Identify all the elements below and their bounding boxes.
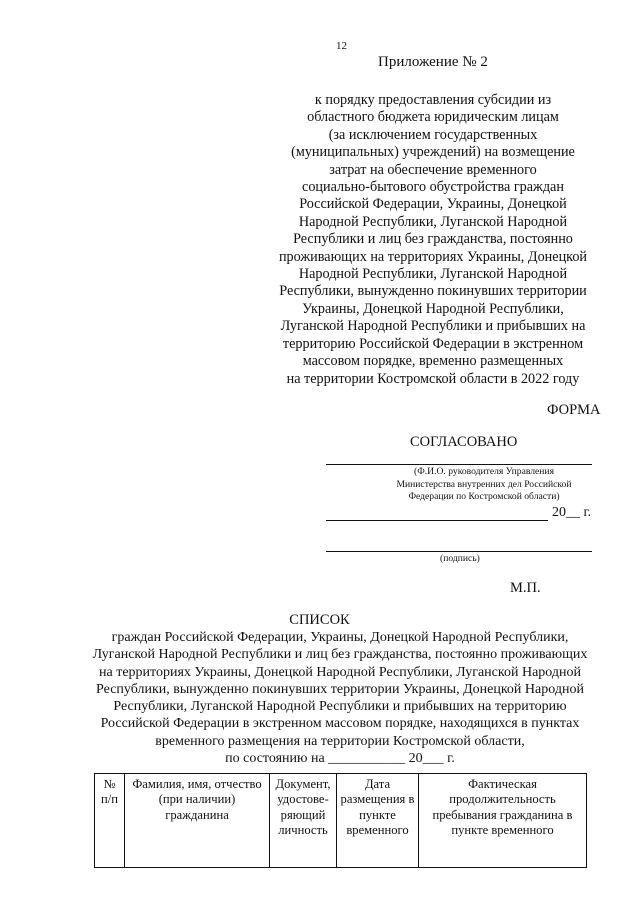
- caption-line: (Ф.И.О. руководителя Управления: [414, 466, 554, 477]
- head-name-line: [326, 464, 592, 465]
- appendix-line: территорию Российской Федерации в экстренном: [282, 335, 584, 352]
- signature-caption: (подпись): [440, 553, 480, 564]
- records-table: [94, 773, 587, 868]
- appendix-line: Республики, вынужденно покинувших территории: [279, 283, 587, 300]
- column-header-stay-duration: Фактическая продолжительность пребывания гражданина в пункте временного: [419, 774, 587, 868]
- column-header-placement-date: Дата размещения в пункте временного: [337, 774, 419, 868]
- appendix-line: затрат на обеспечение временного: [329, 161, 537, 178]
- appendix-line: социально-бытового обустройства граждан: [302, 179, 564, 196]
- head-name-caption: [360, 466, 608, 504]
- appendix-line: (за исключением государственных: [328, 126, 538, 143]
- list-line: Луганской Народной Республики и лиц без гражданства, постоянно проживающих: [92, 647, 588, 663]
- appendix-line: на территории Костромской области в 2022 году: [286, 370, 580, 387]
- appendix-line: Российской Федерации, Украины, Донецкой: [299, 196, 567, 213]
- list-line: Республики, вынужденно покинувших территории Украины, Донецкой Народной: [96, 681, 584, 697]
- appendix-line: областного бюджета юридическим лицам: [307, 109, 559, 126]
- form-label: ФОРМА: [547, 402, 601, 418]
- approval-heading: СОГЛАСОВАНО: [410, 434, 518, 450]
- appendix-line: к порядку предоставления субсидии из: [314, 92, 552, 108]
- appendix-line: Народной Республики, Луганской Народной: [298, 213, 568, 230]
- appendix-line: массовом порядке, временно размещенных: [302, 353, 564, 370]
- approval-year: 20__ г.: [552, 505, 592, 520]
- list-line: временного размещения на территории Костромской области,: [155, 733, 525, 749]
- appendix-description: [248, 92, 618, 388]
- caption-line: Министерства внутренних дел Российской: [396, 478, 572, 490]
- caption-line: Федерации по Костромской области): [408, 491, 560, 503]
- list-description: [70, 629, 610, 767]
- appendix-title: Приложение № 2: [378, 54, 488, 70]
- list-line: граждан Российской Федерации, Украины, Донецкой Народной Республики,: [111, 630, 569, 645]
- list-line: на территориях Украины, Донецкой Народной Республики, Луганской Народной: [99, 664, 581, 680]
- column-header-id-document: Документ, удостове- ряющий личность: [270, 774, 337, 868]
- appendix-line: Луганской Народной Республики и прибывших на: [280, 318, 586, 335]
- appendix-line: Украины, Донецкой Народной Республики,: [302, 300, 564, 317]
- signature-line: [326, 551, 592, 552]
- seal-label: М.П.: [510, 580, 541, 596]
- list-line: по состоянию на ___________ 20___ г.: [225, 751, 455, 767]
- table-header-row: [95, 774, 587, 868]
- date-line: [326, 520, 548, 521]
- appendix-line: проживающих на территориях Украины, Донецкой: [278, 248, 588, 265]
- list-line: Республики, Луганской Народной Республики и прибывших на территорию: [113, 699, 567, 715]
- column-header-full-name: Фамилия, имя, отчество (при наличии) гражданина: [125, 774, 270, 868]
- list-line: Российской Федерации в экстренном массовом порядке, находящихся в пунктах: [100, 716, 580, 732]
- column-header-number: № п/п: [95, 774, 125, 868]
- appendix-line: (муниципальных) учреждений) на возмещение: [291, 144, 575, 161]
- appendix-line: Народной Республики, Луганской Народной: [298, 266, 568, 283]
- list-title: СПИСОК: [289, 612, 350, 628]
- page-number: 12: [336, 40, 347, 52]
- appendix-line: Республики и лиц без гражданства, постоянно: [293, 231, 573, 248]
